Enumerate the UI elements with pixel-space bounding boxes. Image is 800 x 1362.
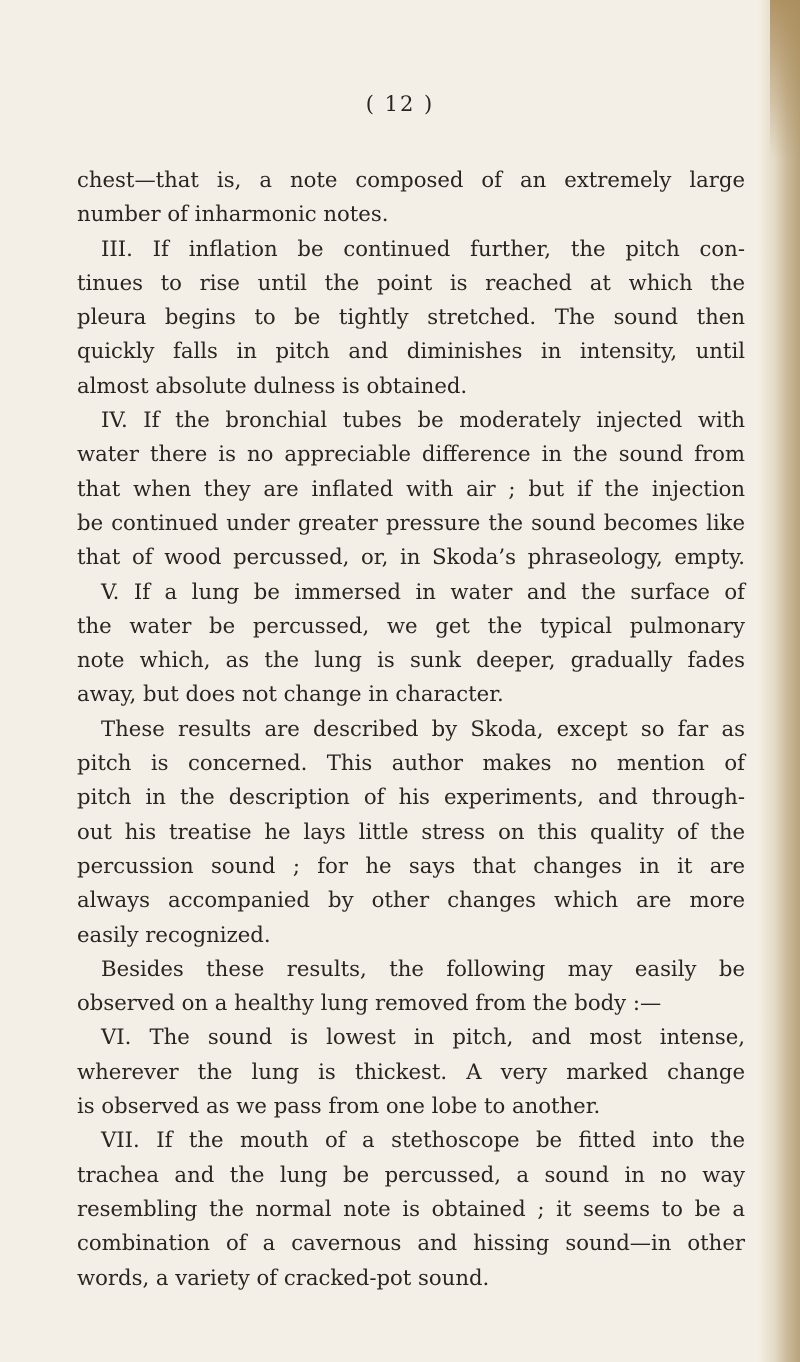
text-line: pitch is concerned. This author makes no mention of — [77, 750, 745, 776]
text-line: percussion sound ; for he says that changes in it are — [77, 852, 745, 878]
text-line: IV. If the bronchial tubes be moderately injected with — [101, 407, 745, 433]
text-line: out his treatise he lays little stress on this quality of the — [77, 818, 745, 844]
text-line: words, a variety of cracked-pot sound. — [77, 1264, 490, 1290]
text-line: away, but does not change in character. — [77, 681, 504, 707]
text-line: easily recognized. — [77, 921, 271, 947]
text-line: VII. If the mouth of a stethoscope be fitted into the — [101, 1127, 745, 1153]
text-line: quickly falls in pitch and diminishes in intensity, until — [77, 338, 745, 364]
text-line: always accompanied by other changes which are more — [77, 887, 745, 913]
page-edge-shadow — [758, 0, 800, 1362]
text-line: tinues to rise until the point is reached at which the — [77, 269, 745, 295]
text-line: wherever the lung is thickest. A very marked change — [77, 1058, 745, 1084]
text-line: combination of a cavernous and hissing sound—in other — [77, 1230, 745, 1256]
text-line: pleura begins to be tightly stretched. The sound then — [77, 304, 745, 330]
text-line: chest—that is, a note composed of an extremely large — [77, 167, 745, 192]
text-line: number of inharmonic notes. — [77, 201, 389, 227]
text-line: water there is no appreciable difference in the sound from — [77, 441, 745, 467]
text-line: that of wood percussed, or, in Skoda’s phraseology, empty. — [77, 544, 745, 570]
page-number: ( 12 ) — [365, 92, 435, 116]
text-line: III. If inflation be continued further, the pitch con- — [101, 235, 745, 261]
text-line: be continued under greater pressure the sound becomes like — [77, 509, 745, 535]
text-line: Besides these results, the following may easily be — [101, 955, 745, 981]
text-line: almost absolute dulness is obtained. — [77, 372, 468, 398]
text-line: the water be percussed, we get the typical pulmonary — [77, 612, 745, 638]
text-line: resembling the normal note is obtained ; it seems to be a — [77, 1195, 745, 1221]
text-line: that when they are inflated with air ; but if the injection — [77, 475, 745, 501]
page-edge-stain — [770, 0, 800, 160]
text-line: V. If a lung be immersed in water and the surface of — [101, 578, 745, 604]
text-line: note which, as the lung is sunk deeper, gradually fades — [77, 647, 745, 673]
body-text — [77, 163, 745, 1295]
text-line: is observed as we pass from one lobe to another. — [77, 1093, 601, 1119]
text-line: trachea and the lung be percussed, a sound in no way — [77, 1161, 745, 1187]
text-line: pitch in the description of his experiments, and through- — [77, 784, 745, 810]
text-line: observed on a healthy lung removed from the body :— — [77, 990, 662, 1016]
text-line: These results are described by Skoda, except so far as — [101, 715, 745, 741]
text-line: VI. The sound is lowest in pitch, and most intense, — [101, 1024, 745, 1050]
